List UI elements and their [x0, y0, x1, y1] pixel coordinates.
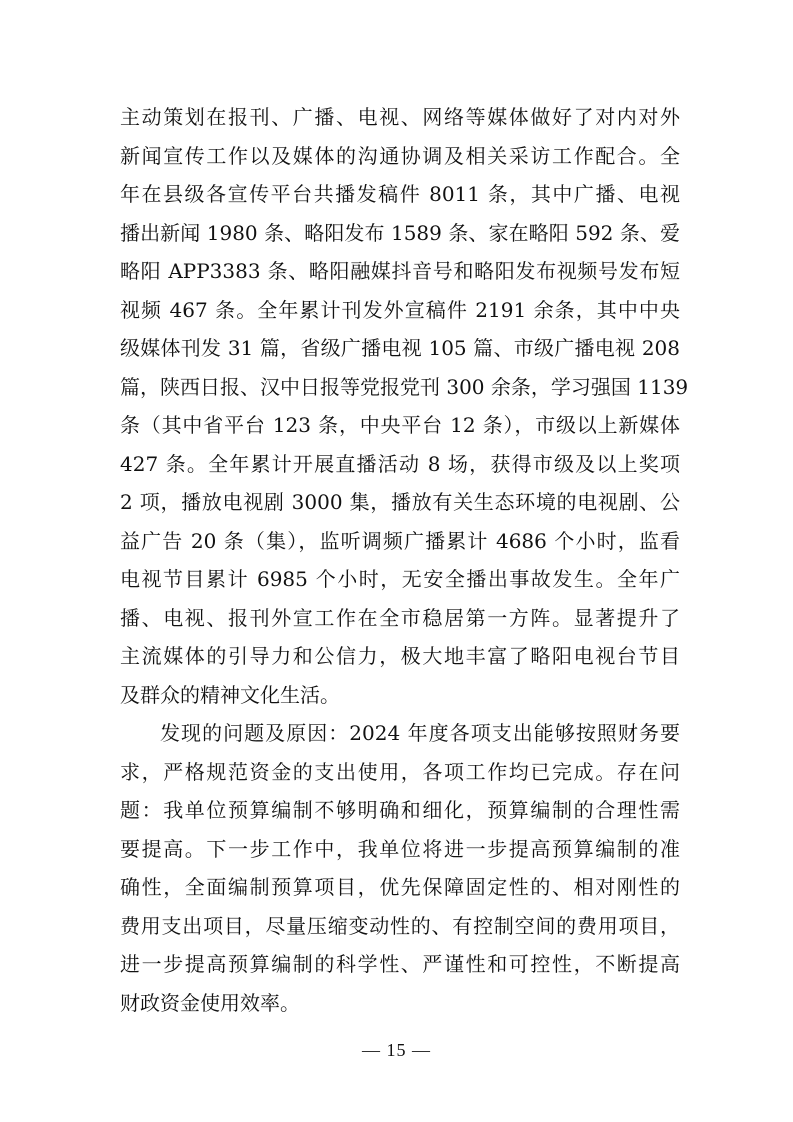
paragraph-line: 略阳 APP3383 条、略阳融媒抖音号和略阳发布视频号发布短: [120, 259, 680, 283]
paragraph-line: 求，严格规范资金的支出使用，各项工作均已完成。存在问: [120, 759, 680, 784]
paragraph-line: 财政资金使用效率。: [120, 990, 300, 1015]
paragraph-line: 题：我单位预算编制不够明确和细化，预算编制的合理性需: [120, 798, 680, 822]
paragraph-line: 级媒体刊发 31 篇，省级广播电视 105 篇、市级广播电视 208: [120, 336, 680, 360]
page-number: — 15 —: [362, 1040, 431, 1060]
paragraph-line: 条（其中省平台 123 条，中央平台 12 条），市级以上新媒体: [120, 413, 680, 437]
paragraph-problems-and-causes: [120, 714, 680, 1022]
paragraph-line: 确性，全面编制预算项目，优先保障固定性的、相对刚性的: [120, 875, 680, 899]
paragraph-line: 新闻宣传工作以及媒体的沟通协调及相关采访工作配合。全: [120, 143, 680, 168]
paragraph-line: 427 条。全年累计开展直播活动 8 场，获得市级及以上奖项: [120, 451, 680, 476]
paragraph-line: 年在县级各宣传平台共播发稿件 8011 条，其中广播、电视: [120, 182, 680, 206]
paragraph-line: 要提高。下一步工作中，我单位将进一步提高预算编制的准: [120, 836, 680, 861]
paragraph-line: 电视节目累计 6985 个小时，无安全播出事故发生。全年广: [120, 567, 680, 591]
document-body: [120, 98, 689, 1022]
paragraph-line: 播出新闻 1980 条、略阳发布 1589 条、家在略阳 592 条、爱: [120, 220, 680, 245]
paragraph-line: 益广告 20 条（集），监听调频广播累计 4686 个小时，监看: [120, 528, 680, 553]
paragraph-line: 2 项，播放电视剧 3000 集，播放有关生态环境的电视剧、公: [120, 490, 680, 514]
paragraph-line: 费用支出项目，尽量压缩变动性的、有控制空间的费用项目，: [120, 913, 680, 938]
paragraph-line: 及群众的精神文化生活。: [120, 682, 340, 707]
paragraph-line: 播、电视、报刊外宣工作在全市稳居第一方阵。显著提升了: [120, 605, 680, 630]
paragraph-line: 篇，陕西日报、汉中日报等党报党刊 300 余条，学习强国 1139: [120, 374, 689, 399]
paragraph-line: 主流媒体的引导力和公信力，极大地丰富了略阳电视台节目: [120, 644, 680, 668]
paragraph-line: 主动策划在报刊、广播、电视、网络等媒体做好了对内对外: [120, 105, 680, 129]
paragraph-line: 进一步提高预算编制的科学性、严谨性和可控性，不断提高: [120, 952, 680, 976]
paragraph-line: 发现的问题及原因：2024 年度各项支出能够按照财务要: [160, 721, 680, 745]
paragraph-line: 视频 467 条。全年累计刊发外宣稿件 2191 余条，其中中央: [120, 297, 680, 322]
paragraph-media-work: [120, 98, 689, 714]
